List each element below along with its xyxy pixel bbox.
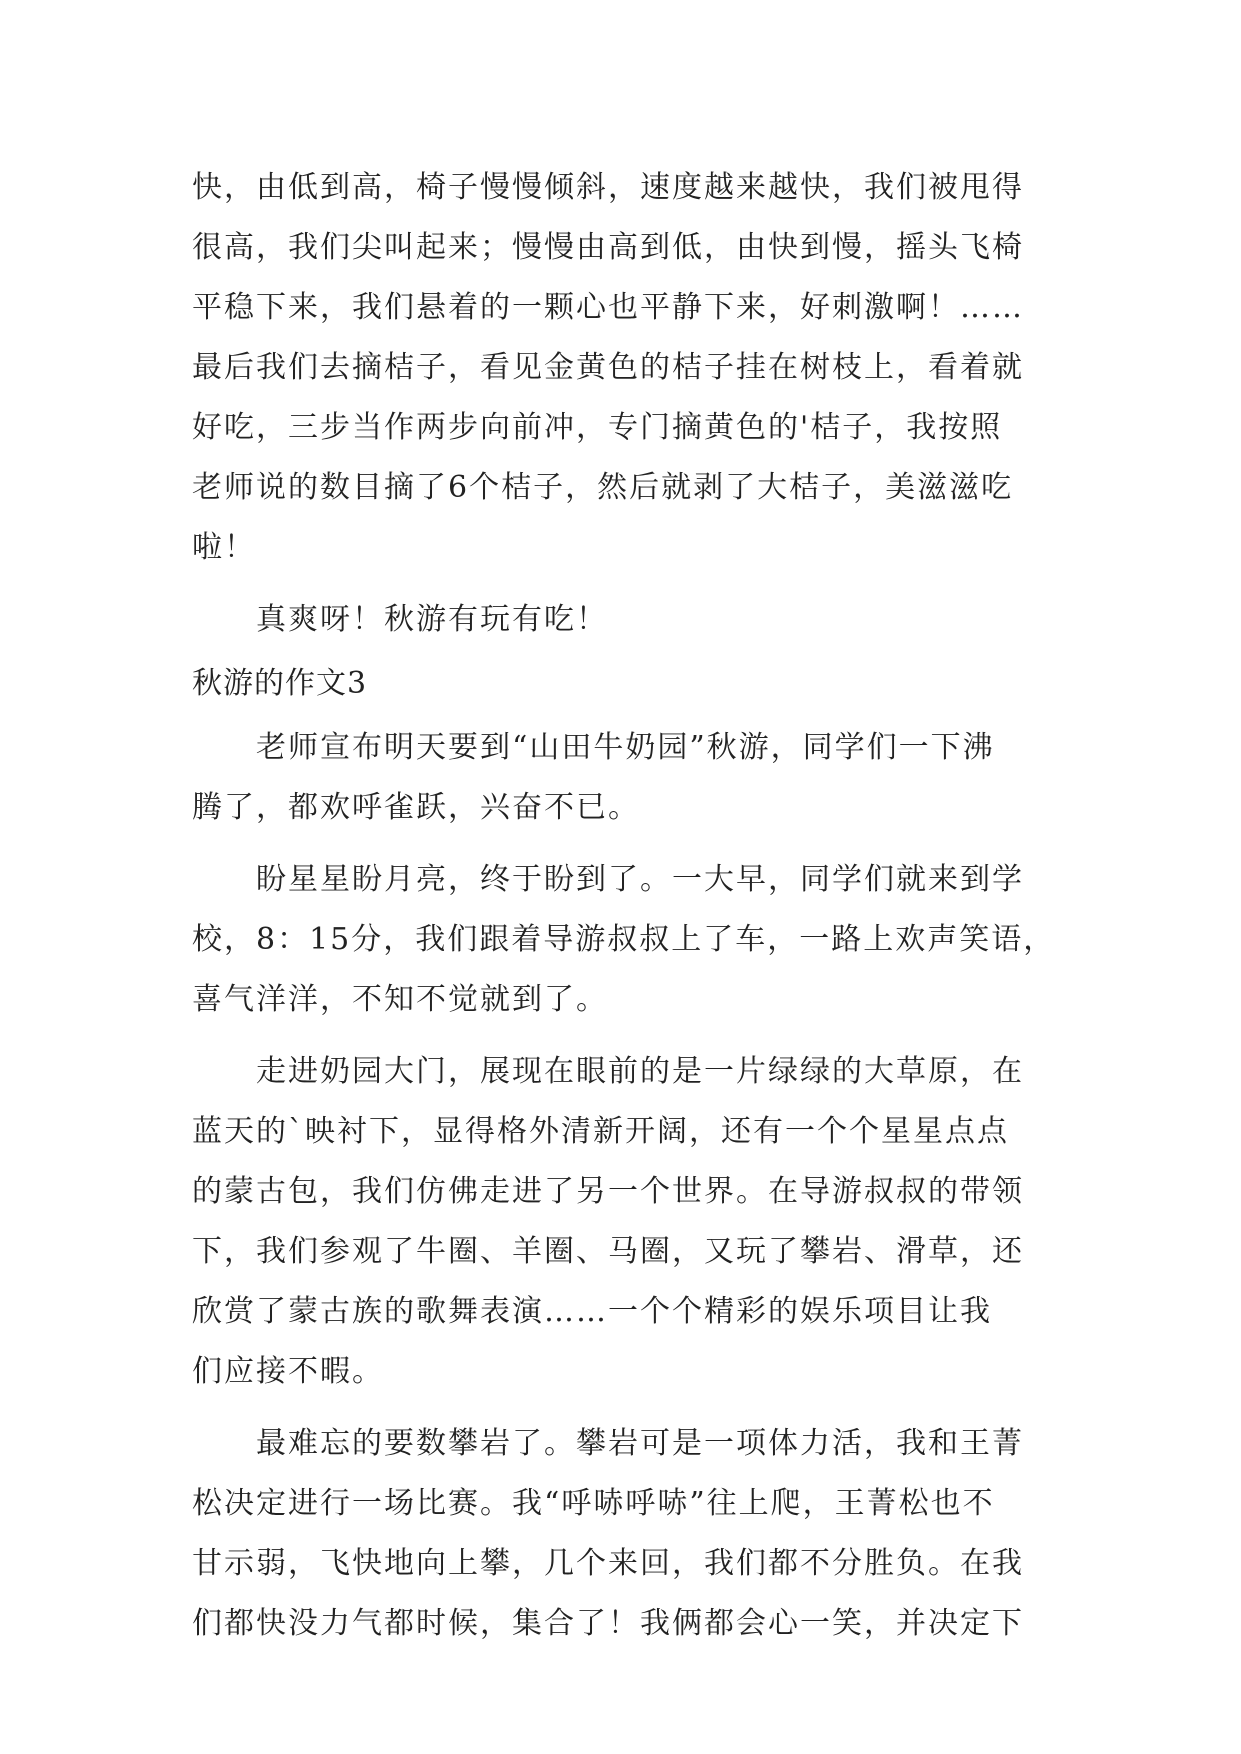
text-line: 校，8：15分，我们跟着导游叔叔上了车，一路上欢声笑语， [192, 922, 1056, 957]
paragraph [192, 1414, 1060, 1654]
text-line: 最后我们去摘桔子，看见金黄色的桔子挂在树枝上，看着就 [192, 350, 1024, 385]
section-heading [192, 654, 1060, 714]
text-line: 真爽呀！秋游有玩有吃！ [256, 602, 608, 637]
text-line: 们都快没力气都时候，集合了！我俩都会心一笑，并决定下 [192, 1606, 1024, 1641]
paragraph [192, 718, 1060, 838]
paragraph-continued [192, 158, 1060, 578]
text-line: 欣赏了蒙古族的歌舞表演……一个个精彩的娱乐项目让我 [192, 1294, 992, 1329]
text-line: 松决定进行一场比赛。我“呼哧呼哧”往上爬，王菁松也不 [192, 1486, 995, 1521]
paragraph [192, 1042, 1060, 1402]
text-line: 蓝天的`映衬下，显得格外清新开阔，还有一个个星星点点 [192, 1114, 1009, 1149]
text-line: 最难忘的要数攀岩了。攀岩可是一项体力活，我和王菁 [256, 1426, 1024, 1461]
text-line: 啦！ [192, 530, 256, 565]
text-line: 盼星星盼月亮，终于盼到了。一大早，同学们就来到学 [256, 862, 1024, 897]
text-line: 们应接不暇。 [192, 1354, 384, 1389]
text-line: 腾了，都欢呼雀跃，兴奋不已。 [192, 790, 640, 825]
paragraph [192, 850, 1060, 1030]
essay-title: 秋游的作文3 [192, 666, 368, 701]
text-line: 喜气洋洋，不知不觉就到了。 [192, 982, 608, 1017]
paragraph-closing [192, 590, 1060, 650]
document-body [192, 158, 1060, 1654]
text-line: 平稳下来，我们悬着的一颗心也平静下来，好刺激啊！…… [192, 290, 1024, 325]
text-line: 快，由低到高，椅子慢慢倾斜，速度越来越快，我们被甩得 [192, 170, 1024, 205]
text-line: 甘示弱，飞快地向上攀，几个来回，我们都不分胜负。在我 [192, 1546, 1024, 1581]
text-line: 下，我们参观了牛圈、羊圈、马圈，又玩了攀岩、滑草，还 [192, 1234, 1024, 1269]
text-line: 老师说的数目摘了6个桔子，然后就剥了大桔子，美滋滋吃 [192, 470, 1014, 505]
text-line: 好吃，三步当作两步向前冲，专门摘黄色的'桔子，我按照 [192, 410, 1003, 445]
text-line: 走进奶园大门，展现在眼前的是一片绿绿的大草原，在 [256, 1054, 1024, 1089]
text-line: 的蒙古包，我们仿佛走进了另一个世界。在导游叔叔的带领 [192, 1174, 1024, 1209]
text-line: 老师宣布明天要到“山田牛奶园”秋游，同学们一下沸 [256, 730, 995, 765]
text-line: 很高，我们尖叫起来；慢慢由高到低，由快到慢，摇头飞椅 [192, 230, 1024, 265]
